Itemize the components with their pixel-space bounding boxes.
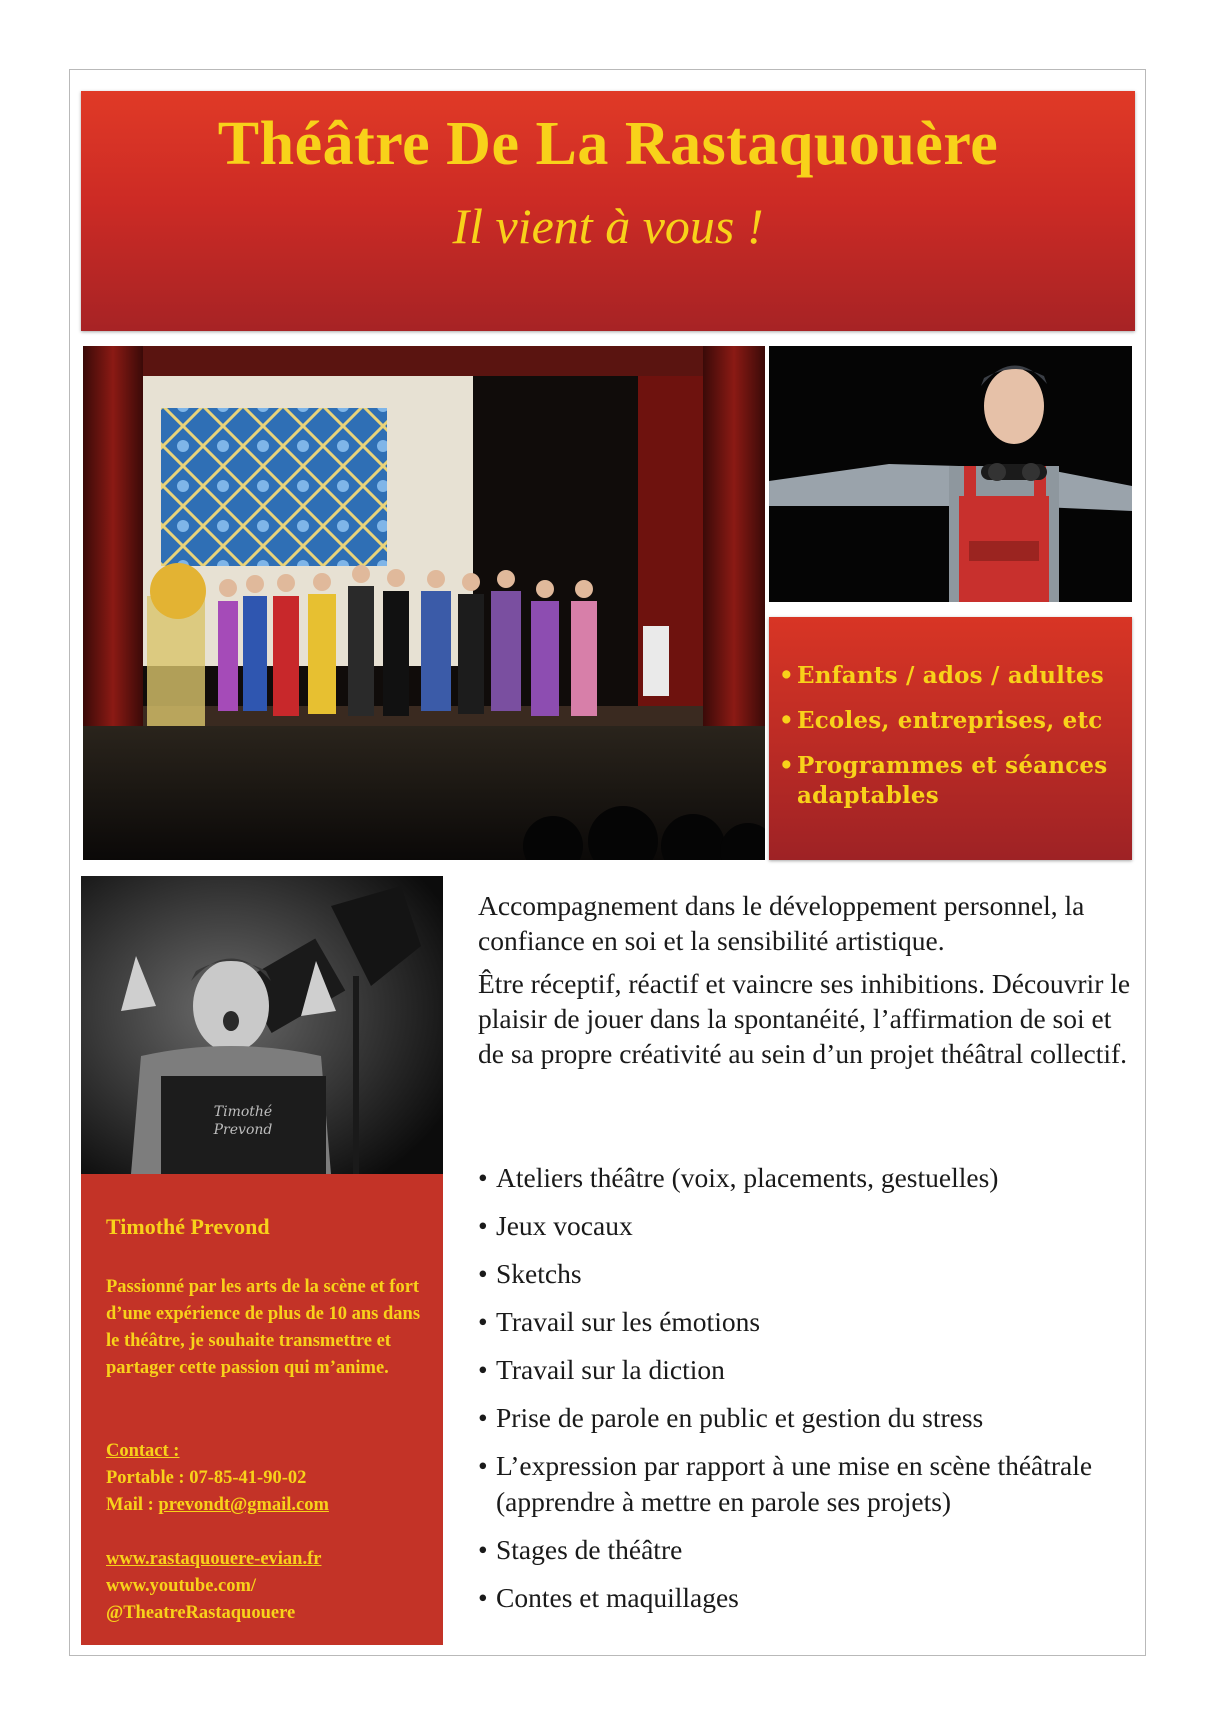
list-item: • Ateliers théâtre (voix, placements, gestuelles) — [478, 1162, 999, 1193]
activity-item: Prise de parole en public et gestion du stress — [496, 1402, 984, 1433]
chair-text: Timothé — [213, 1104, 273, 1120]
header-banner — [81, 91, 1135, 331]
youtube-handle[interactable]: @TheatreRastaquouere — [106, 1603, 296, 1623]
actor-photo — [769, 346, 1132, 602]
mail-label: Mail : — [106, 1495, 159, 1515]
stage-photo-illustration — [83, 346, 765, 860]
list-item: • Sketchs — [478, 1258, 582, 1289]
list-item: • Travail sur la diction — [478, 1354, 725, 1385]
portrait-photo — [81, 876, 443, 1174]
list-item: • L’expression par rapport à une mise en scène théâtrale (apprendre à mettre en parole ses projets) — [478, 1450, 1093, 1517]
website-link[interactable]: www.rastaquouere-evian.fr — [106, 1549, 322, 1569]
activity-item: Jeux vocaux — [496, 1210, 633, 1241]
list-item: • Programmes et séances adaptables — [779, 752, 1108, 809]
profile-bio: Passionné par les arts de la scène et fort d’une expérience de plus de 10 ans dans le théâtre, je souhaite transmettre et partager cette passion qui m’anime. — [106, 1277, 421, 1378]
mail-line — [106, 1492, 436, 1519]
list-item: • Stages de théâtre — [478, 1534, 683, 1565]
audience-item: Ecoles, entreprises, etc — [797, 707, 1103, 734]
spacer — [106, 1519, 436, 1546]
page-title: Théâtre De La Rastaquouère — [217, 110, 999, 178]
portrait-photo-illustration — [81, 876, 443, 1174]
audience-item: Enfants / ados / adultes — [797, 662, 1104, 689]
list-item: • Enfants / ados / adultes — [779, 662, 1104, 689]
audience-box — [769, 617, 1132, 860]
list-item: • Jeux vocaux — [478, 1210, 633, 1241]
youtube-link[interactable]: www.youtube.com/ — [106, 1576, 257, 1596]
activities-list — [478, 1160, 1138, 1628]
audience-item: Programmes et séances adaptables — [797, 752, 1108, 809]
phone-label: Portable : — [106, 1468, 190, 1488]
page-subtitle: Il vient à vous ! — [452, 198, 764, 254]
activity-item: Sketchs — [496, 1258, 582, 1289]
contact-block — [106, 1438, 436, 1627]
phone-line — [106, 1465, 436, 1492]
actor-photo-illustration — [769, 346, 1132, 602]
chair-text: Prevond — [213, 1122, 273, 1138]
list-item: • Ecoles, entreprises, etc — [779, 707, 1103, 734]
list-item: • Prise de parole en public et gestion du stress — [478, 1402, 984, 1433]
paragraph-goals: Être réceptif, réactif et vaincre ses inhibitions. Découvrir le plaisir de jouer dans la spontanéité, l’affirmation de soi et de sa propre créativité au sein d’un projet théâtral collectif. — [478, 968, 1131, 1069]
activity-item: Contes et maquillages — [496, 1582, 739, 1613]
contact-label: Contact : — [106, 1441, 180, 1461]
paragraph-intro: Accompagnement dans le développement personnel, la confiance en soi et la sensibilité artistique. — [478, 890, 1085, 956]
list-item: • Travail sur les émotions — [478, 1306, 761, 1337]
profile-box — [81, 1174, 443, 1645]
phone-number[interactable]: 07-85-41-90-02 — [189, 1468, 307, 1488]
activity-item: Stages de théâtre — [496, 1534, 683, 1565]
list-item: • Contes et maquillages — [478, 1582, 739, 1613]
profile-name: Timothé Prevond — [106, 1214, 270, 1239]
audience-list — [779, 661, 1124, 826]
main-description — [478, 888, 1138, 1079]
activity-item: Travail sur la diction — [496, 1354, 725, 1385]
activity-item: Ateliers théâtre (voix, placements, gestuelles) — [496, 1162, 999, 1193]
activity-item: Travail sur les émotions — [496, 1306, 761, 1337]
stage-photo — [83, 346, 765, 860]
mail-link[interactable]: prevondt@gmail.com — [158, 1495, 329, 1515]
activity-item: L’expression par rapport à une mise en scène théâtrale (apprendre à mettre en parole ses projets) — [496, 1450, 1093, 1517]
